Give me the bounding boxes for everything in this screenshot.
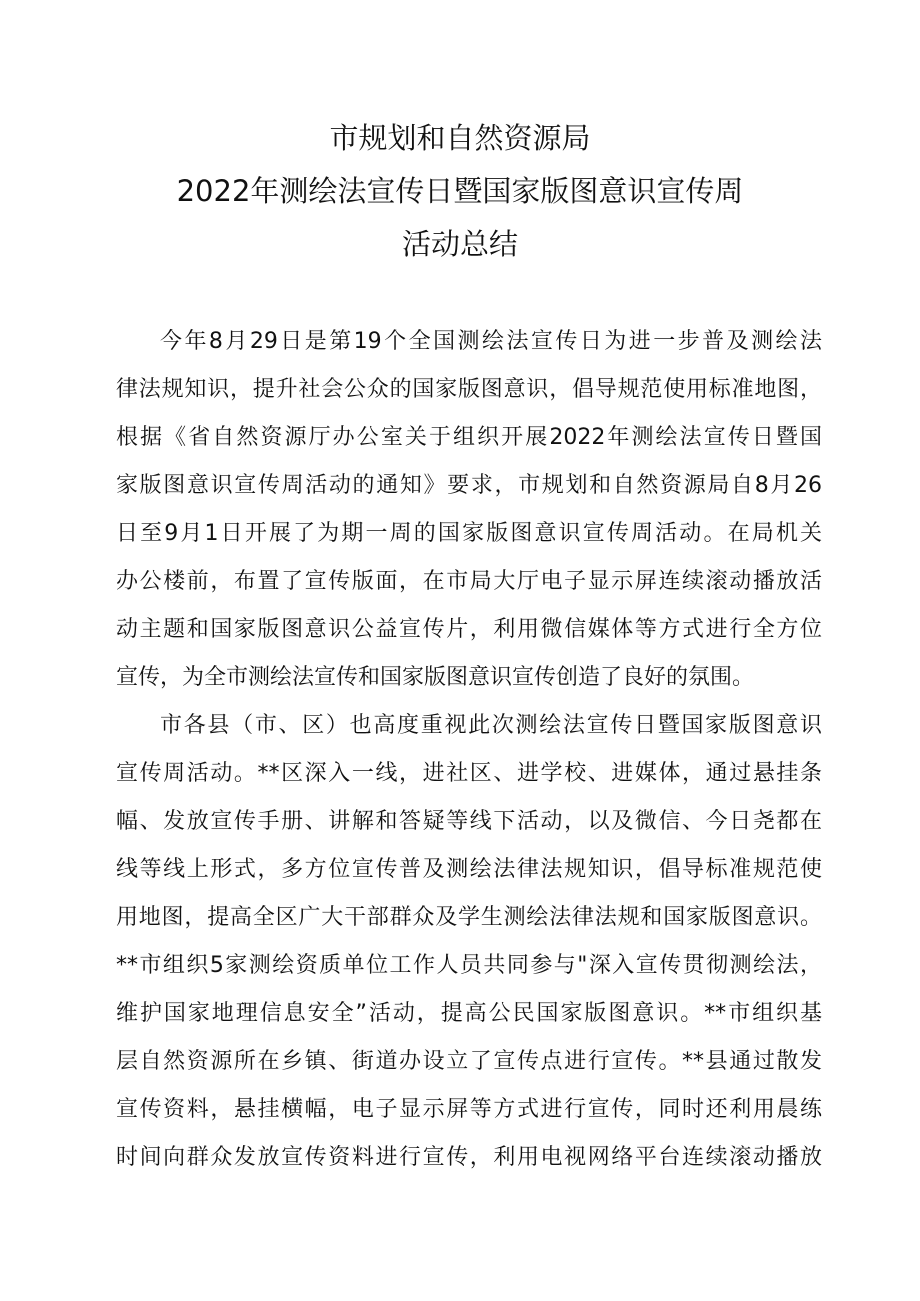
document-title xyxy=(0,112,920,271)
paragraph-1-line: 根据《省自然资源厅办公室关于组织开展2022年测绘法宣传日暨国 xyxy=(116,425,822,450)
paragraph-1-line: 日至9月1日开展了为期一周的国家版图意识宣传周活动。在局机关 xyxy=(116,521,822,546)
paragraph-2-line: 时间向群众发放宣传资料进行宣传，利用电视网络平台连续滚动播放 xyxy=(116,1145,822,1170)
paragraph-2-line: 层自然资源所在乡镇、街道办设立了宣传点进行宣传。**县通过散发 xyxy=(116,1049,822,1074)
paragraph-2-line: 维护国家地理信息安全”活动，提高公民国家版图意识。**市组织基 xyxy=(116,1001,822,1026)
paragraph-1-line: 律法规知识，提升社会公众的国家版图意识，倡导规范使用标准地图， xyxy=(116,377,822,402)
paragraph-1-line: 办公楼前，布置了宣传版面，在市局大厅电子显示屏连续滚动播放活 xyxy=(116,569,822,594)
paragraph-1-line: 宣传，为全市测绘法宣传和国家版图意识宣传创造了良好的氛围。 xyxy=(116,665,755,690)
paragraph-1-line: 家版图意识宣传周活动的通知》要求，市规划和自然资源局自8月26 xyxy=(116,473,822,498)
paragraph-2-line: 宣传周活动。**区深入一线，进社区、进学校、进媒体，通过悬挂条 xyxy=(116,761,822,786)
paragraph-2 xyxy=(116,702,822,1182)
paragraph-1 xyxy=(116,318,822,702)
title-line-organization: 市规划和自然资源局 xyxy=(329,121,591,155)
title-line-event: 2022年测绘法宣传日暨国家版图意识宣传周 xyxy=(176,174,744,208)
paragraph-1-line: 动主题和国家版图意识公益宣传片，利用微信媒体等方式进行全方位 xyxy=(116,617,822,642)
paragraph-2-line: 市各县（市、区）也高度重视此次测绘法宣传日暨国家版图意识 xyxy=(160,713,822,738)
paragraph-2-line: 用地图，提高全区广大干部群众及学生测绘法律法规和国家版图意识。 xyxy=(116,905,822,930)
paragraph-2-line: **市组织5家测绘资质单位工作人员共同参与"深入宣传贯彻测绘法， xyxy=(116,953,822,978)
title-line-summary: 活动总结 xyxy=(401,227,518,261)
paragraph-2-line: 宣传资料，悬挂横幅，电子显示屏等方式进行宣传，同时还利用晨练 xyxy=(116,1097,822,1122)
document-body xyxy=(116,318,822,1182)
paragraph-2-line: 线等线上形式，多方位宣传普及测绘法律法规知识，倡导标准规范使 xyxy=(116,857,822,882)
paragraph-2-line: 幅、发放宣传手册、讲解和答疑等线下活动，以及微信、今日尧都在 xyxy=(116,809,822,834)
paragraph-1-line: 今年8月29日是第19个全国测绘法宣传日为进一步普及测绘法 xyxy=(160,329,822,354)
